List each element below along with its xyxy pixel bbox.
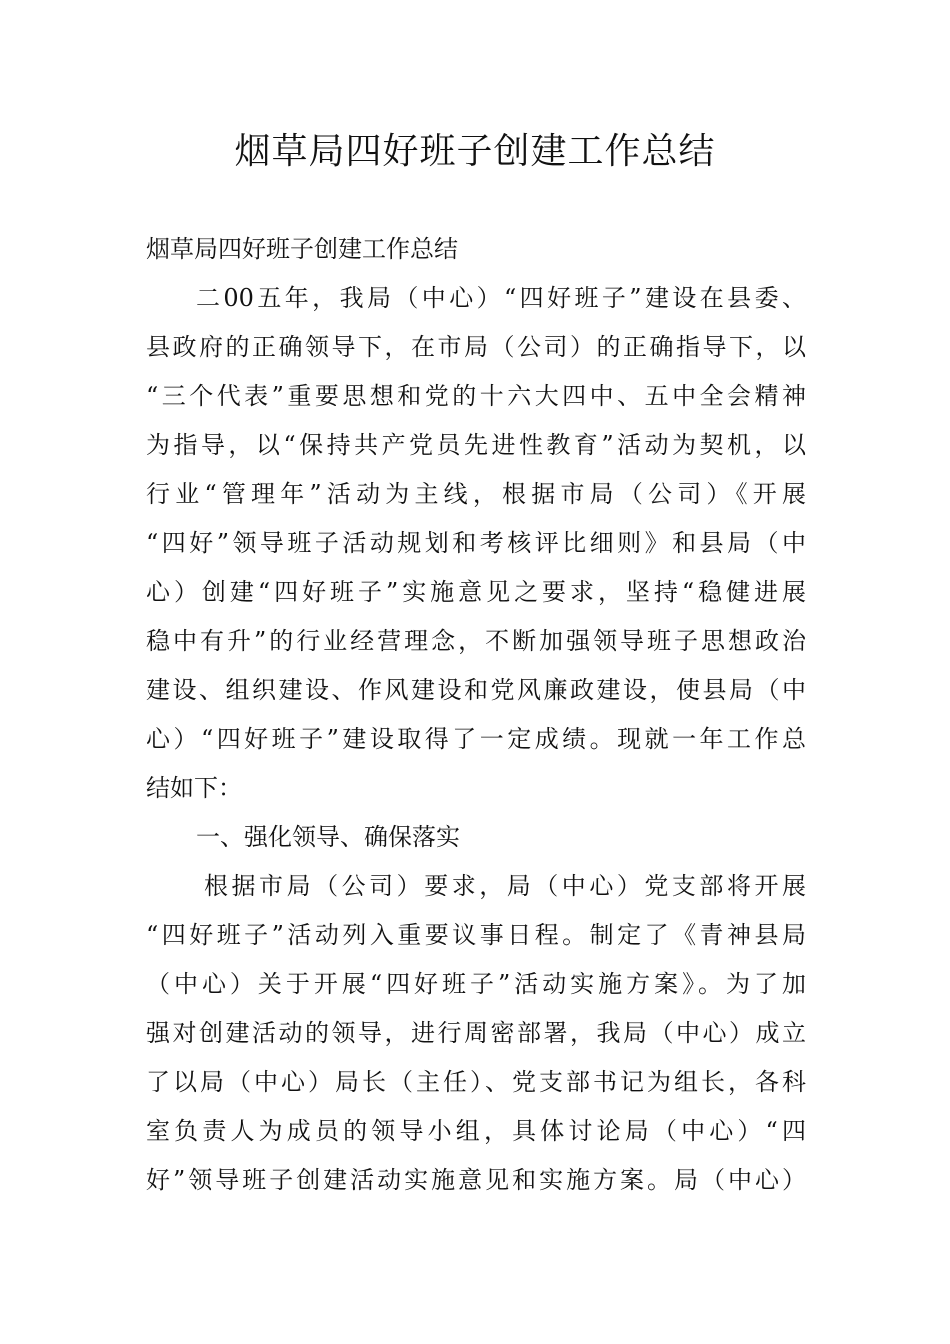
- paragraph-line: 结如下：: [146, 774, 242, 802]
- paragraph-line: “三个代表”重要思想和党的十六大四中、五中全会精神: [146, 382, 806, 410]
- paragraph-line: （中心）关于开展“四好班子”活动实施方案》。为了加: [146, 970, 806, 998]
- paragraph-line: 建设、组织建设、作风建设和党风廉政建设，使县局（中: [146, 676, 806, 704]
- document-body: [146, 225, 806, 1205]
- document-title: 烟草局四好班子创建工作总结: [234, 131, 716, 172]
- paragraph-line: 根据市局（公司）要求，局（中心）党支部将开展: [204, 872, 806, 900]
- section-heading: 一、强化领导、确保落实: [196, 823, 460, 851]
- paragraph-line: 稳中有升”的行业经营理念，不断加强领导班子思想政治: [146, 627, 806, 655]
- subtitle-line: 烟草局四好班子创建工作总结: [146, 235, 458, 263]
- paragraph-line: 县政府的正确领导下，在市局（公司）的正确指导下，以: [146, 333, 806, 361]
- paragraph-line: 心）创建“四好班子”实施意见之要求，坚持“稳健进展: [146, 578, 806, 606]
- paragraph-line: 行业“管理年”活动为主线，根据市局（公司）《开展: [146, 480, 806, 508]
- paragraph-line: 了以局（中心）局长（主任）、党支部书记为组长，各科: [146, 1068, 806, 1096]
- paragraph-line: 为指导，以“保持共产党员先进性教育”活动为契机，以: [146, 431, 806, 459]
- paragraph-line: 二00五年，我局（中心）“四好班子”建设在县委、: [196, 284, 806, 312]
- paragraph-line: “四好”领导班子活动规划和考核评比细则》和县局（中: [146, 529, 806, 557]
- paragraph-line: 心）“四好班子”建设取得了一定成绩。现就一年工作总: [146, 725, 806, 753]
- paragraph-line: 室负责人为成员的领导小组，具体讨论局（中心）“四: [146, 1117, 806, 1145]
- paragraph-line: 好”领导班子创建活动实施意见和实施方案。局（中心）: [146, 1166, 806, 1194]
- paragraph-line: 强对创建活动的领导，进行周密部署，我局（中心）成立: [146, 1019, 806, 1047]
- paragraph-line: “四好班子”活动列入重要议事日程。制定了《青神县局: [146, 921, 806, 949]
